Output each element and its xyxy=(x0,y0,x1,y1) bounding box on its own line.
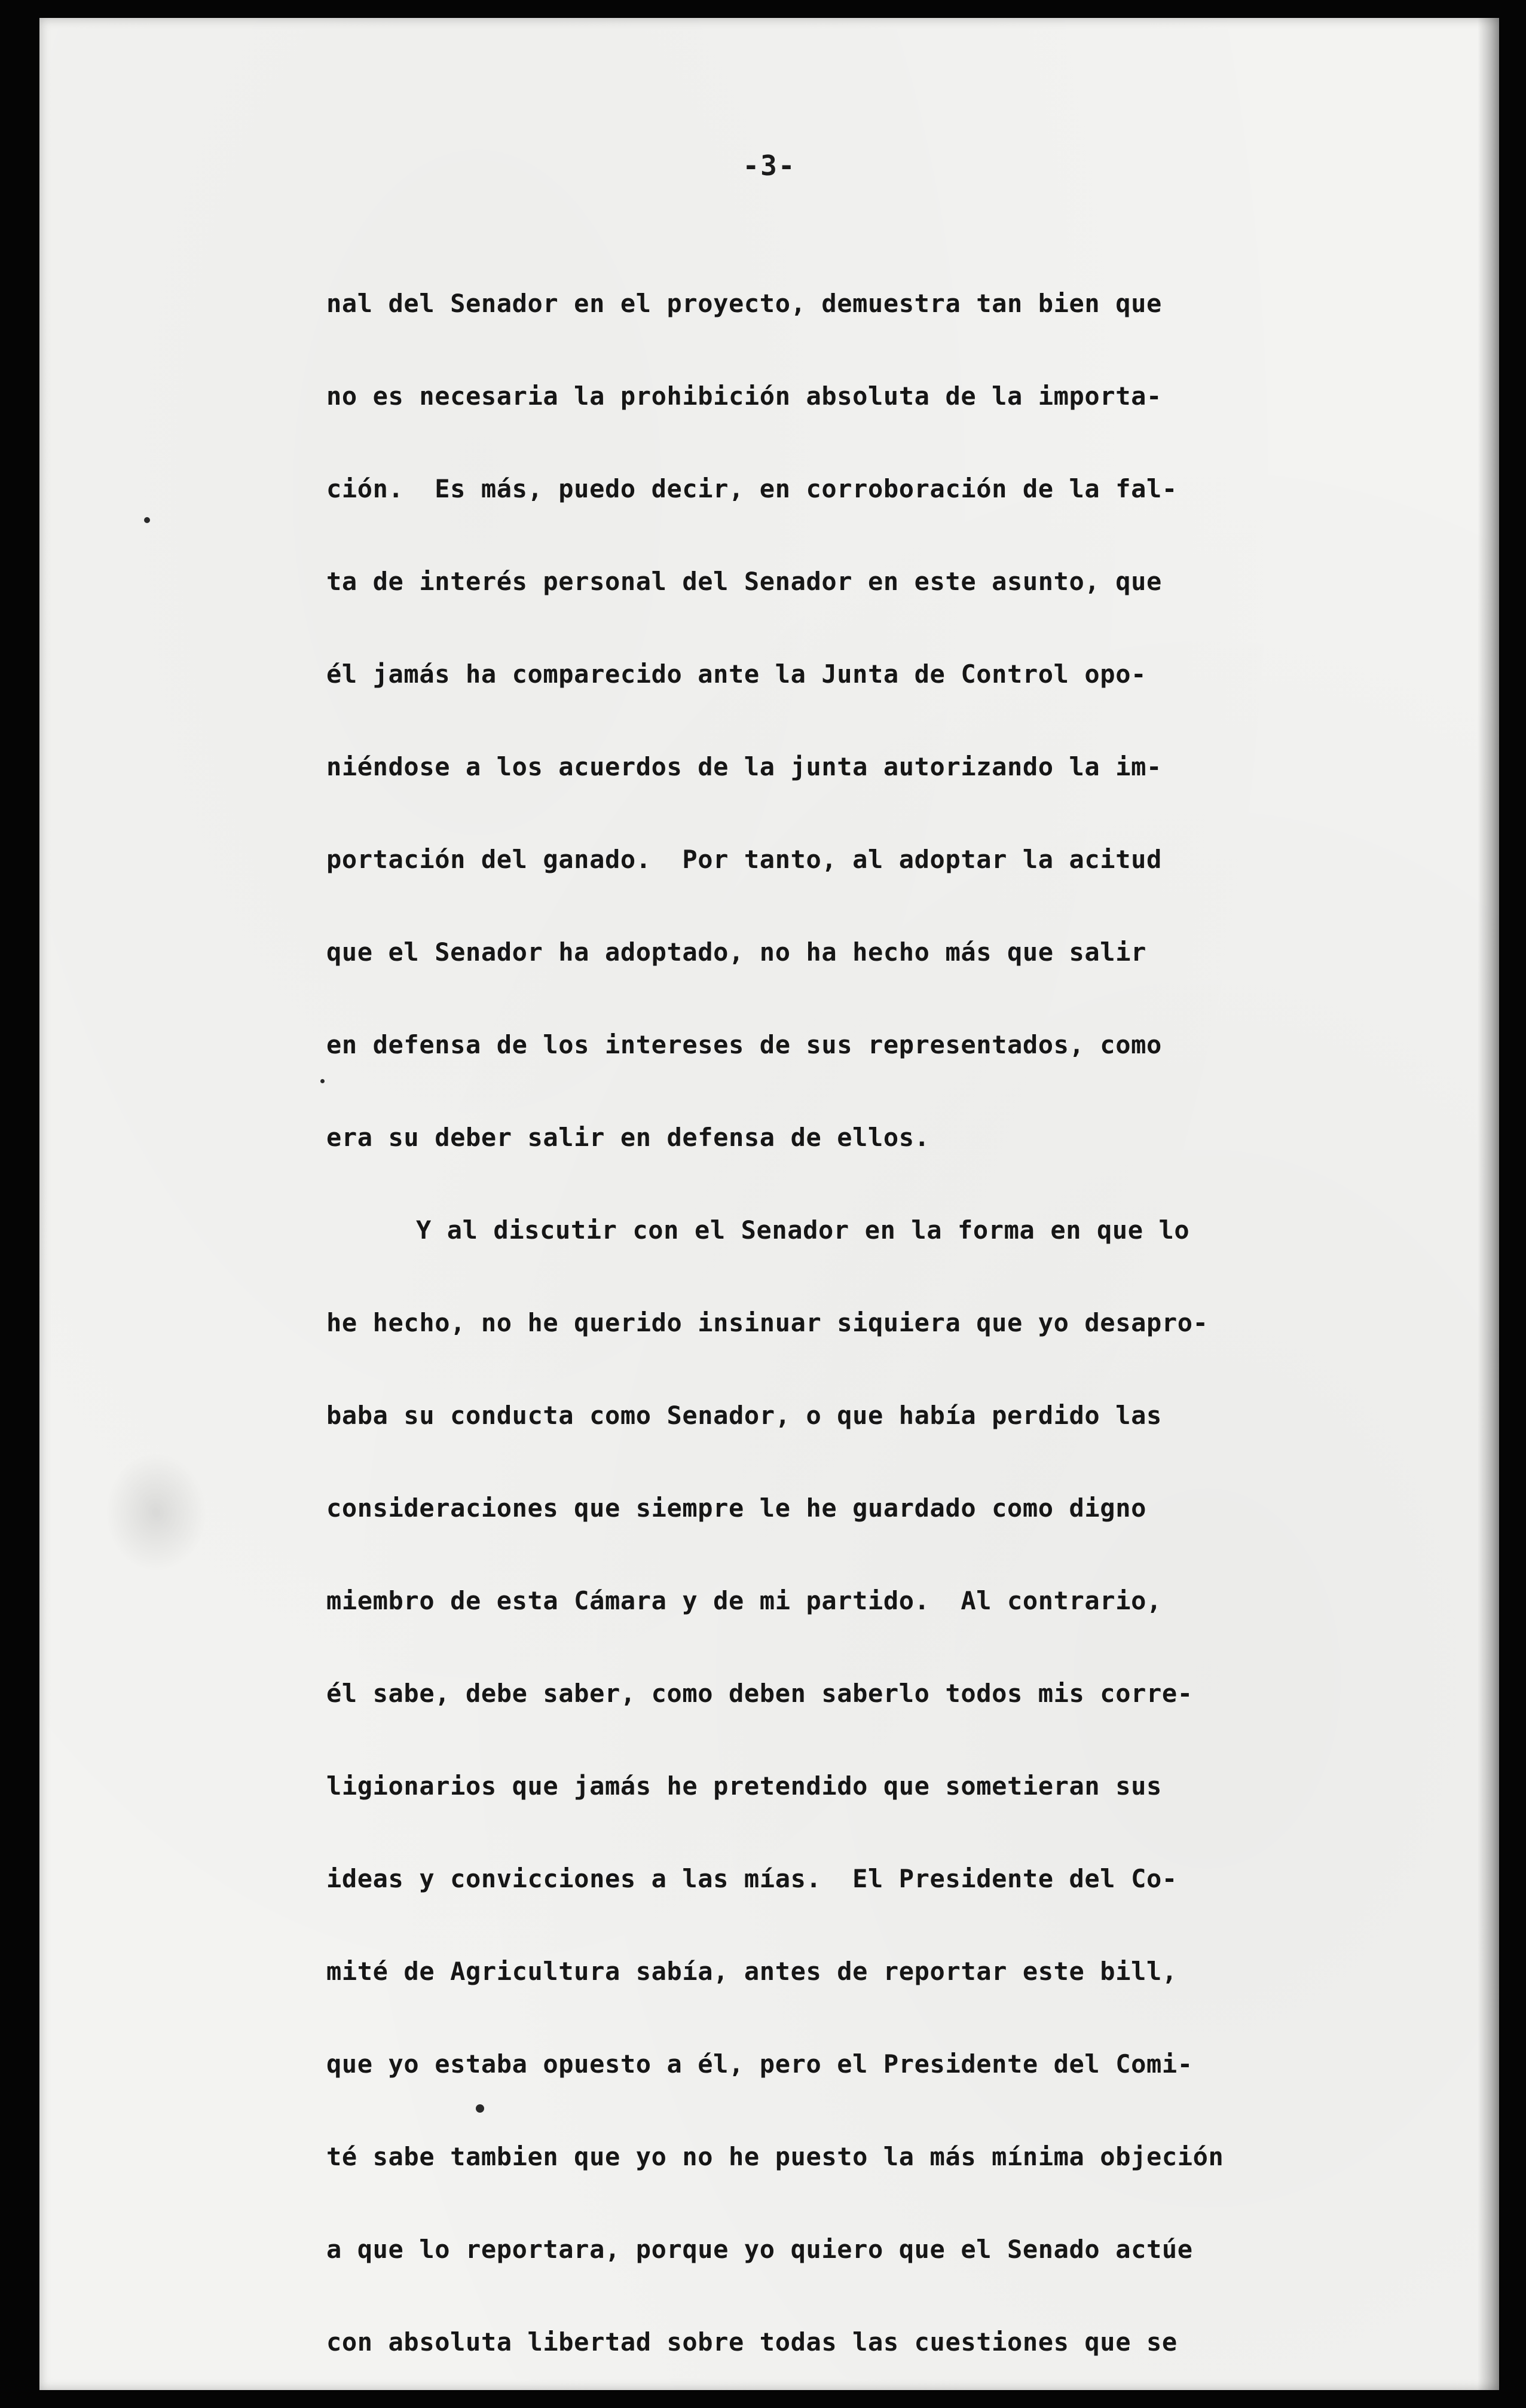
text-line: Y al discutir con el Senador en la forma en que lo xyxy=(416,1215,1190,1245)
text-line: que yo estaba opuesto a él, pero el Presidente del Comi- xyxy=(326,2049,1193,2079)
text-line: niéndose a los acuerdos de la junta autorizando la im- xyxy=(326,752,1162,781)
text-line: portación del ganado. Por tanto, al adoptar la acitud xyxy=(326,845,1162,874)
text-line: que el Senador ha adoptado, no ha hecho más que salir xyxy=(326,937,1146,967)
text-line: en defensa de los intereses de sus representados, como xyxy=(326,1030,1162,1059)
text-line: ción. Es más, puedo decir, en corroboración de la fal- xyxy=(326,474,1178,503)
text-line: no es necesaria la prohibición absoluta de la importa- xyxy=(326,381,1162,411)
text-line: consideraciones que siempre le he guardado como digno xyxy=(326,1493,1146,1523)
text-line: ideas y convicciones a las mías. El Presidente del Co- xyxy=(326,1864,1178,1893)
page-number: -3- xyxy=(742,149,796,182)
margin-smudge xyxy=(105,1453,207,1572)
text-line: mité de Agricultura sabía, antes de reportar este bill, xyxy=(326,1957,1178,1986)
text-line: con absoluta libertad sobre todas las cuestiones que se xyxy=(326,2327,1178,2357)
document-page xyxy=(39,18,1499,2390)
text-line: he hecho, no he querido insinuar siquiera que yo desapro- xyxy=(326,1308,1209,1337)
text-line: nal del Senador en el proyecto, demuestra tan bien que xyxy=(326,289,1162,318)
text-line: ligionarios que jamás he pretendido que sometieran sus xyxy=(326,1771,1162,1801)
text-line: baba su conducta como Senador, o que había perdido las xyxy=(326,1401,1162,1430)
text-line: a que lo reportara, porque yo quiero que el Senado actúe xyxy=(326,2235,1193,2264)
page-edge-shadow xyxy=(1478,18,1499,2390)
text-line: té sabe tambien que yo no he puesto la más mínima objeción xyxy=(326,2142,1224,2171)
typed-text-body xyxy=(326,257,1438,2388)
text-line: ta de interés personal del Senador en este asunto, que xyxy=(326,567,1162,596)
text-line: él sabe, debe saber, como deben saberlo todos mis corre- xyxy=(326,1679,1193,1708)
text-line: era su deber salir en defensa de ellos. xyxy=(326,1123,930,1152)
text-line: miembro de esta Cámara y de mi partido. Al contrario, xyxy=(326,1586,1162,1615)
ink-speck xyxy=(144,517,150,523)
text-line: él jamás ha comparecido ante la Junta de Control opo- xyxy=(326,659,1146,689)
ink-speck xyxy=(320,1079,325,1083)
